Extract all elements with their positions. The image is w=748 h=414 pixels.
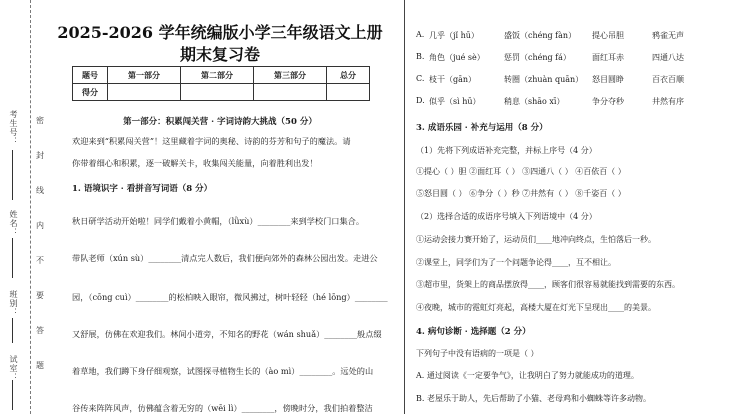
score-table xyxy=(72,66,370,101)
score-table-header-row xyxy=(73,67,370,84)
question-1-heading: 1. 语境识字 · 看拼音写词语（8 分） xyxy=(72,184,213,194)
idiom-context-item: ②课堂上，同学们为了一个问题争论得____，互不相让。 xyxy=(416,258,616,267)
binding-char: 内 xyxy=(36,221,44,230)
option-item: 鸦雀无声 xyxy=(652,31,684,40)
option-label: D. xyxy=(416,96,425,105)
idiom-context-item: ④夜晚，城市的霓虹灯亮起，高楼大厦在灯光下呈现出____的美景。 xyxy=(416,303,656,312)
binding-dashed-line xyxy=(30,0,31,414)
question-1-line: 谷传来阵阵风声，仿佛蕴含着无穷的（wēi lì）________，傍晚时分，我们拍着整洁 xyxy=(72,403,373,413)
score-row-label: 得分 xyxy=(73,84,108,101)
score-header-cell: 第一部分 xyxy=(108,67,181,84)
option-item: 怒目圆睁 xyxy=(592,75,624,84)
option-item: 枝干（gān） xyxy=(429,75,477,84)
option-item: 几乎（jǐ hū） xyxy=(429,31,479,40)
question-1-line: 秋日研学活动开始啦！同学们戴着小黄帽，（lǜxù）________来到学校门口集合。 xyxy=(72,216,365,226)
question-4-heading: 4. 病句诊断 · 选择题（2 分） xyxy=(416,327,531,337)
question-4-option-b: B. 老屋乐于助人，先后帮助了小猫、老母鸡和小蜘蛛等许多动物。 xyxy=(416,394,651,403)
binding-char: 要 xyxy=(36,291,44,300)
margin-fill-line xyxy=(12,150,13,200)
exam-title-line1: 2025-2026 学年统编版小学三年级语文上册 xyxy=(57,23,383,42)
score-cell[interactable] xyxy=(108,84,181,101)
idiom-row-1: ①提心（ ）胆 ②面红耳（ ） ③四通八（ ） ④百依百（ ） xyxy=(416,167,626,176)
idiom-row-2: ⑤怒目圆（ ） ⑥争分（ ）秒 ⑦井然有（ ） ⑧千姿百（ ） xyxy=(416,189,626,198)
part1-intro-line2: 你带着细心和积累，逐一破解关卡，收集闯关能量，向着胜利出发！ xyxy=(72,158,318,168)
idiom-context-item: ①运动会接力赛开始了，运动员们____地冲向终点，生怕落后一秒。 xyxy=(416,235,656,244)
score-header-cell: 第二部分 xyxy=(181,67,254,84)
score-cell[interactable] xyxy=(181,84,254,101)
option-item: 稍息（shāo xī） xyxy=(504,97,565,106)
margin-fill-line xyxy=(12,380,13,410)
question-3-subprompt-1: （1）先将下列成语补充完整，并标上序号（4 分） xyxy=(416,146,597,155)
option-label: B. xyxy=(416,52,425,61)
option-item: 盛饭（chéng fàn） xyxy=(504,31,577,40)
left-column xyxy=(50,0,390,414)
binding-char: 不 xyxy=(36,256,44,265)
option-item: 提心吊胆 xyxy=(592,31,624,40)
option-item: 面红耳赤 xyxy=(592,53,624,62)
margin-fill-line xyxy=(12,318,13,343)
margin-fill-line xyxy=(12,238,13,278)
margin-label-name: 姓名： xyxy=(9,210,18,237)
score-header-cell: 总分 xyxy=(327,67,370,84)
option-item: 惩罚（chéng fá） xyxy=(504,53,571,62)
question-1-line: 带队老师（xún sù）________清点完人数后，我们便向郊外的森林公园出发。走进公 xyxy=(72,253,378,263)
option-item: 百衣百顺 xyxy=(652,75,684,84)
question-1-line: 园，（cōng cuì）________的松柏映入眼帘，微风拂过，树叶轻轻（hé lōng）________ xyxy=(72,292,388,302)
score-header-cell: 题号 xyxy=(73,67,108,84)
binding-char: 答 xyxy=(36,326,44,335)
binding-char: 封 xyxy=(36,151,44,160)
binding-margin xyxy=(0,0,46,414)
column-divider xyxy=(404,0,405,414)
question-3-subprompt-2: （2）选择合适的成语序号填入下列语境中（4 分） xyxy=(416,212,597,221)
part1-heading: 第一部分：积累闯关营 · 字词诗韵大挑战（50 分） xyxy=(123,117,317,127)
score-cell[interactable] xyxy=(327,84,370,101)
exam-title-line2: 期末复习卷 xyxy=(179,45,260,64)
right-column xyxy=(416,0,746,414)
margin-label-class: 班别： xyxy=(9,290,18,317)
option-item: 争分夺秒 xyxy=(592,97,624,106)
margin-label-candidate-no: 考生号： xyxy=(9,110,18,146)
question-4-prompt: 下列句子中没有语病的一项是（ ） xyxy=(416,349,539,358)
question-3-heading: 3. 成语乐园 · 补充与运用（8 分） xyxy=(416,123,548,133)
option-item: 四通八达 xyxy=(652,53,684,62)
question-1-line: 又舒展，仿佛在欢迎我们。林间小道旁，不知名的野花（wán shuǎ）________般点缀 xyxy=(72,329,382,339)
score-table-score-row xyxy=(73,84,370,101)
option-item: 角色（jué sè） xyxy=(429,53,485,62)
question-1-line: 着草地，我们蹲下身仔细观察，试图探寻植物生长的（ào mì）________。远处的山 xyxy=(72,366,374,376)
binding-char: 题 xyxy=(36,361,44,370)
margin-label-room: 试室： xyxy=(9,355,18,382)
option-item: 井然有序 xyxy=(652,97,684,106)
binding-char: 密 xyxy=(36,116,44,125)
option-label: A. xyxy=(416,30,425,39)
idiom-context-item: ③超市里，货架上的商品摆放得____，顾客们很容易就能找到需要的东西。 xyxy=(416,280,680,289)
question-4-option-a: A. 通过阅读《一定要争气》，让我明白了努力就能成功的道理。 xyxy=(416,371,639,380)
score-header-cell: 第三部分 xyxy=(254,67,327,84)
option-item: 转圈（zhuàn quān） xyxy=(504,75,584,84)
option-item: 似乎（sì hū） xyxy=(429,97,481,106)
binding-char: 线 xyxy=(36,186,44,195)
option-label: C. xyxy=(416,74,425,83)
score-cell[interactable] xyxy=(254,84,327,101)
part1-intro-line1: 欢迎来到“积累闯关营”！这里藏着字词的奥秘、诗韵的芬芳和句子的魔法。请 xyxy=(72,136,351,146)
